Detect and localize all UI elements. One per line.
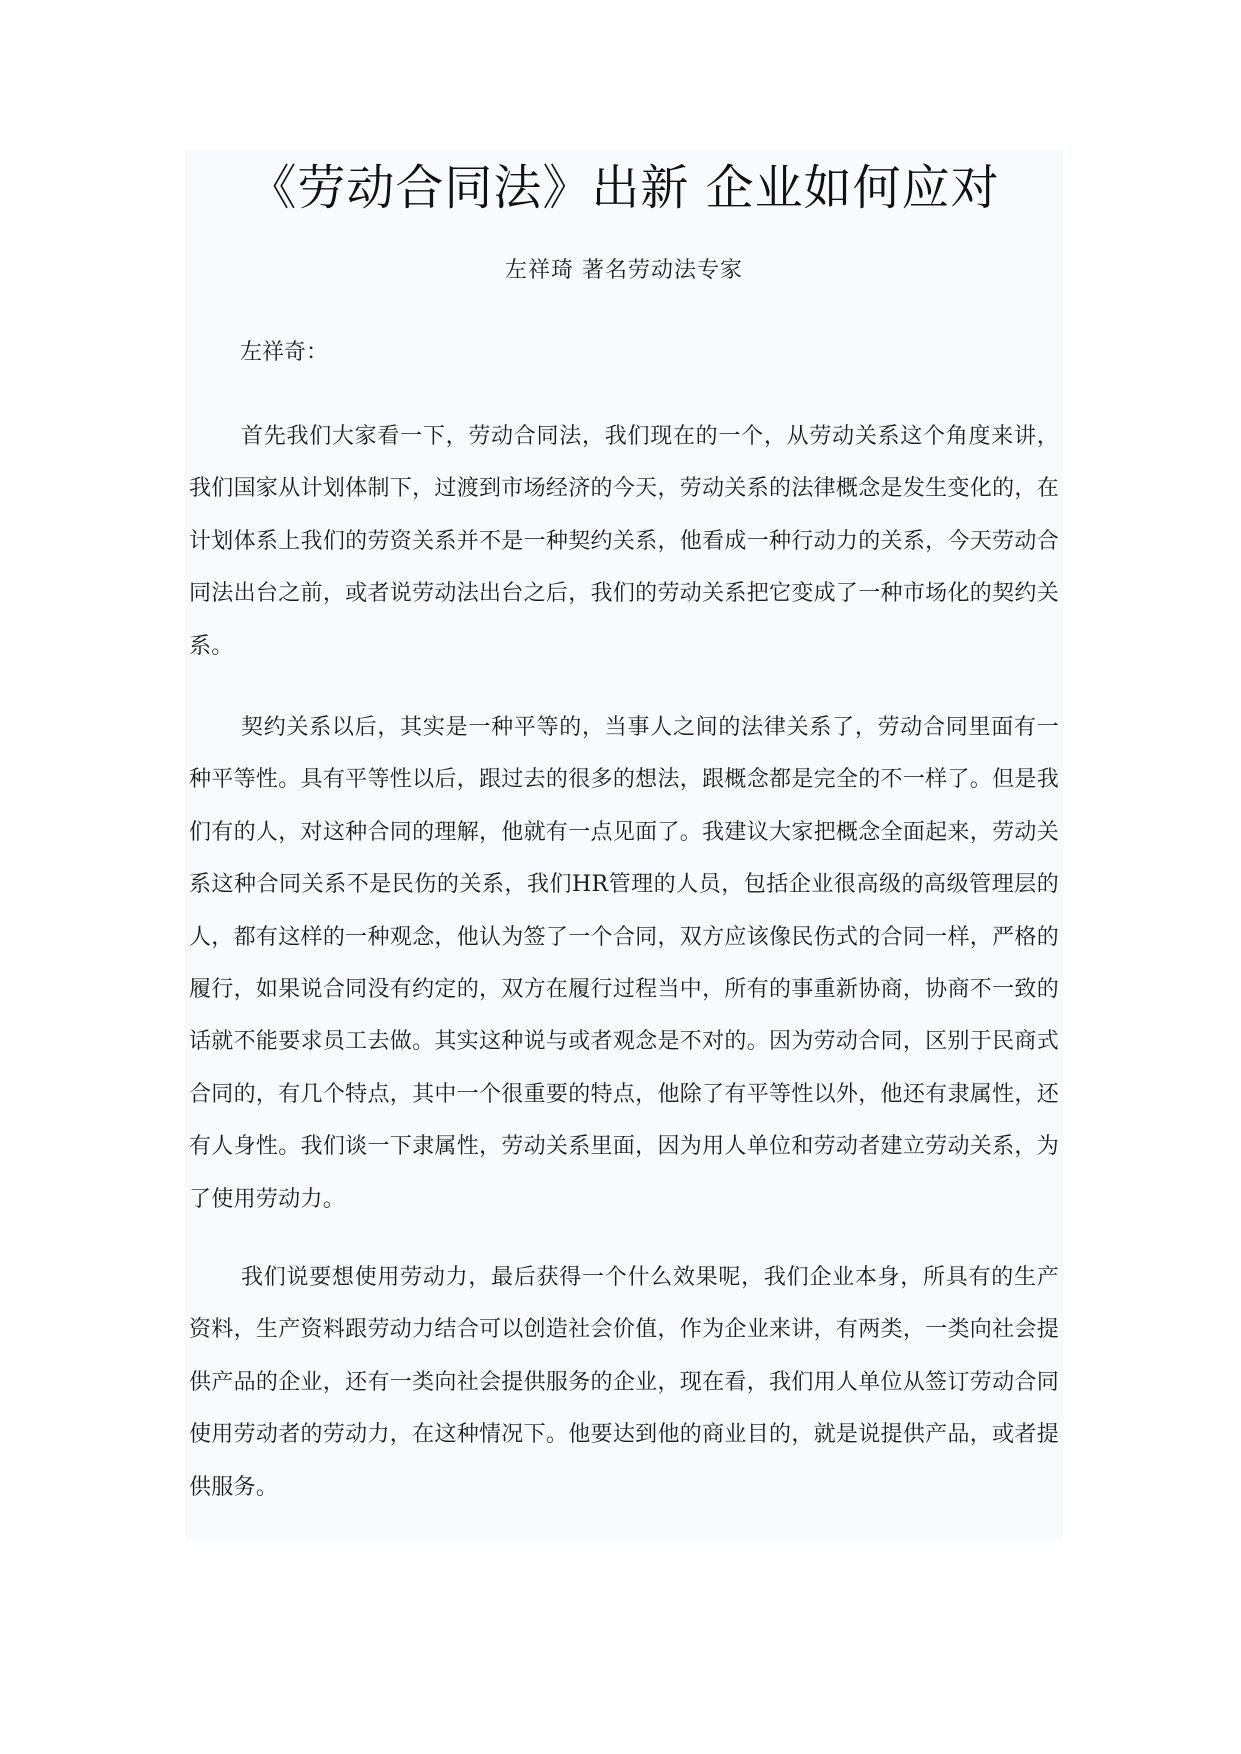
paragraph-1: 首先我们大家看一下，劳动合同法，我们现在的一个，从劳动关系这个角度来讲，我们国家从计划体制下，过渡到市场经济的今天，劳动关系的法律概念是发生变化的，在计划体系上我们的劳资关系并不是一种契约关系，他看成一种行动力的关系，今天劳动合同法出台之前，或者说劳动法出台之后，我们的劳动关系把它变成了一种市场化的契约关系。 — [189, 424, 1059, 659]
article-byline: 左祥琦 著名劳动法专家 — [505, 258, 743, 283]
paragraph-2: 契约关系以后，其实是一种平等的，当事人之间的法律关系了，劳动合同里面有一种平等性。具有平等性以后，跟过去的很多的想法，跟概念都是完全的不一样了。但是我们有的人，对这种合同的理解，他就有一点见面了。我建议大家把概念全面起来，劳动关系这种合同关系不是民伤的关系，我们HR管理的人员，包括企业很高级的高级管理层的人，都有这样的一种观念，他认为签了一个合同，双方应该像民伤式的合同一样，严格的履行，如果说合同没有约定的，双方在履行过程当中，所有的事重新协商，协商不一致的话就不能要求员工去做。其实这种说与或者观念是不对的。因为劳动合同，区别于民商式合同的，有几个特点，其中一个很重要的特点，他除了有平等性以外，他还有隶属性，还有人身性。我们谈一下隶属性，劳动关系里面，因为用人单位和劳动者建立劳动关系，为了使用劳动力。 — [189, 715, 1059, 1212]
speaker-label: 左祥奇： — [240, 340, 329, 365]
paragraph-3: 我们说要想使用劳动力，最后获得一个什么效果呢，我们企业本身，所具有的生产资料，生产资料跟劳动力结合可以创造社会价值，作为企业来讲，有两类，一类向社会提供产品的企业，还有一类向社会提供服务的企业，现在看，我们用人单位从签订劳动合同使用劳动者的劳动力，在这种情况下。他要达到他的商业目的，就是说提供产品，或者提供服务。 — [189, 1265, 1059, 1500]
article-title: 《劳动合同法》出新 企业如何应对 — [248, 160, 1000, 216]
